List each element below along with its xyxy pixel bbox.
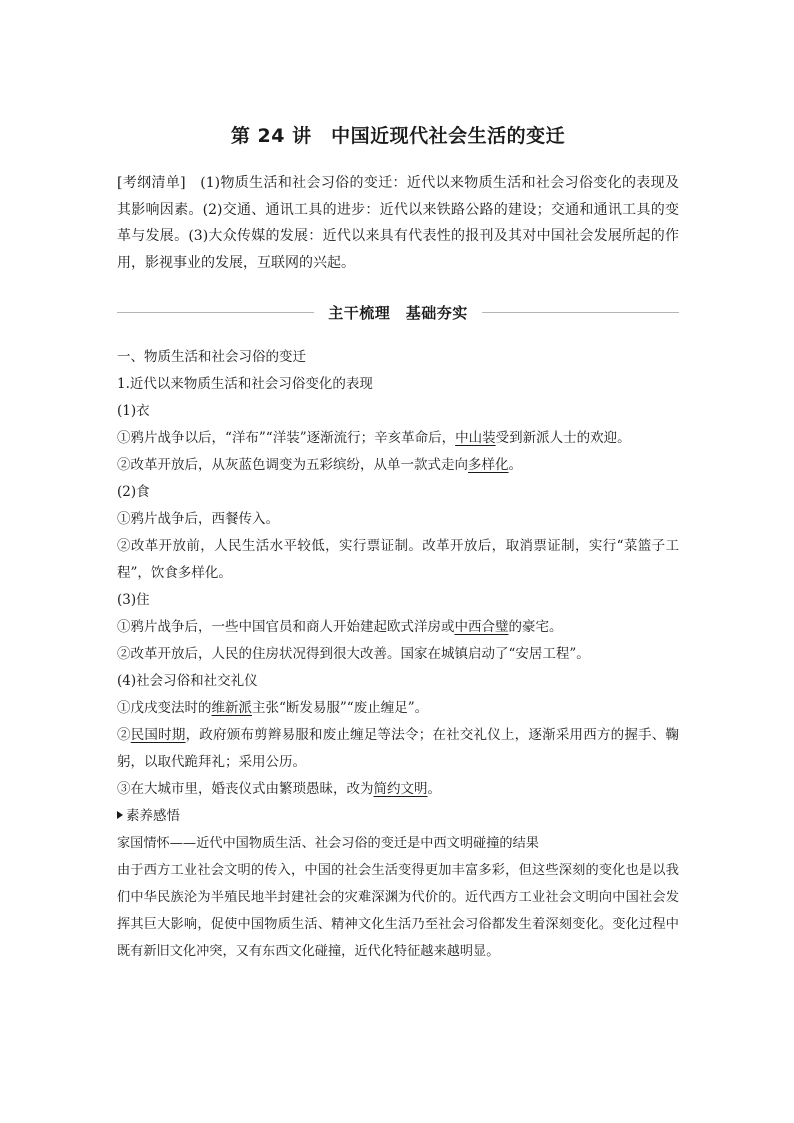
section-heading: 一、物质生活和社会习俗的变迁 <box>117 349 306 365</box>
text-span: ③在大城市里，婚丧仪式由繁琐愚昧，改为 <box>117 781 374 797</box>
text-span: ②改革开放后，从灰蓝色调变为五彩缤纷，从单一款式走向 <box>117 457 468 473</box>
text-span: ② <box>117 727 131 743</box>
main-content <box>117 344 679 965</box>
clothing-item-2 <box>117 452 679 479</box>
subsection-heading: 1.近代以来物质生活和社会习俗变化的表现 <box>117 376 373 392</box>
text-span: 受到新派人士的欢迎。 <box>495 430 631 446</box>
key-term: 多样化 <box>468 457 509 473</box>
insight-body: 由于西方工业社会文明的传入，中国的社会生活变得更加丰富多彩，但这些深刻的变化也是以我们中华民族沦为半殖民地半封建社会的灾难深渊为代价的。近代西方工业社会文明向中国社会发挥其巨大影响，促使中国物质生活、精神文化生活乃至社会习俗都发生着深刻变化。变化过程中既有新旧文化冲突，又有东西文化碰撞，近代化特征越来越明显。 <box>117 863 679 959</box>
housing-item-1 <box>117 614 679 641</box>
housing-item-2: ②改革开放后，人民的住房状况得到很大改善。国家在城镇启动了“安居工程”。 <box>117 646 590 662</box>
text-span: ①戊戌变法时的 <box>117 700 212 716</box>
text-span: 的豪宅。 <box>508 619 563 635</box>
text-span: 主张“断发易服”“废止缠足”。 <box>252 700 429 716</box>
lesson-title: 第 24 讲 中国近现代社会生活的变迁 <box>230 125 566 147</box>
food-item-1: ①鸦片战争后，西餐传入。 <box>117 511 279 527</box>
key-term: 中西合璧 <box>454 619 509 635</box>
insight-heading <box>117 803 679 830</box>
customs-heading: (4)社会习俗和社交礼仪 <box>117 673 258 689</box>
text-span: ①鸦片战争以后，“洋布”“洋装”逐渐流行；辛亥革命后， <box>117 430 456 446</box>
insight-subhead: 家国情怀——近代中国物质生活、社会习俗的变迁是中西文明碰撞的结果 <box>117 836 539 851</box>
customs-item-3 <box>117 776 679 803</box>
banner-line-left <box>117 312 314 313</box>
text-span: 。 <box>427 781 441 797</box>
text-span: ①鸦片战争后，一些中国官员和商人开始建起欧式洋房或 <box>117 619 455 635</box>
text-span: ，政府颁布剪辫易服和废止缠足等法令；在社交礼仪上，逐渐采用西方的握手、鞠躬，以取代跪拜礼；采用公历。 <box>117 727 680 770</box>
syllabus-text: (1)物质生活和社会习俗的变迁：近代以来物质生活和社会习俗变化的表现及其影响因素。(2)交通、通讯工具的进步：近代以来铁路公路的建设；交通和通讯工具的变革与发展。(3)大众传媒的发展：近代以来具有代表性的报刊及其对中国社会发展所起的作用，影视事业的发展，互联网的兴起。 <box>117 175 679 271</box>
key-term: 维新派 <box>211 700 252 716</box>
customs-item-1 <box>117 695 679 722</box>
section-banner-label: 主干梳理 基础夯实 <box>328 303 468 322</box>
key-term: 简约文明 <box>373 781 428 797</box>
customs-item-2 <box>117 722 679 776</box>
syllabus-paragraph <box>117 170 679 276</box>
food-item-2: ②改革开放前，人民生活水平较低，实行票证制。改革开放后，取消票证制，实行“菜篮子工程”，饮食多样化。 <box>117 538 679 581</box>
section-banner <box>117 298 679 326</box>
clothing-heading: (1)衣 <box>117 403 150 419</box>
clothing-item-1 <box>117 425 679 452</box>
triangle-bullet-icon <box>117 811 123 819</box>
syllabus-tag: [考纲清单] <box>117 175 186 191</box>
food-heading: (2)食 <box>117 484 150 500</box>
housing-heading: (3)住 <box>117 592 150 608</box>
key-term: 民国时期 <box>130 727 186 743</box>
text-span: 。 <box>508 457 522 473</box>
insight-heading-label: 素养感悟 <box>126 808 180 824</box>
key-term: 中山装 <box>455 430 496 446</box>
banner-line-right <box>482 312 679 313</box>
